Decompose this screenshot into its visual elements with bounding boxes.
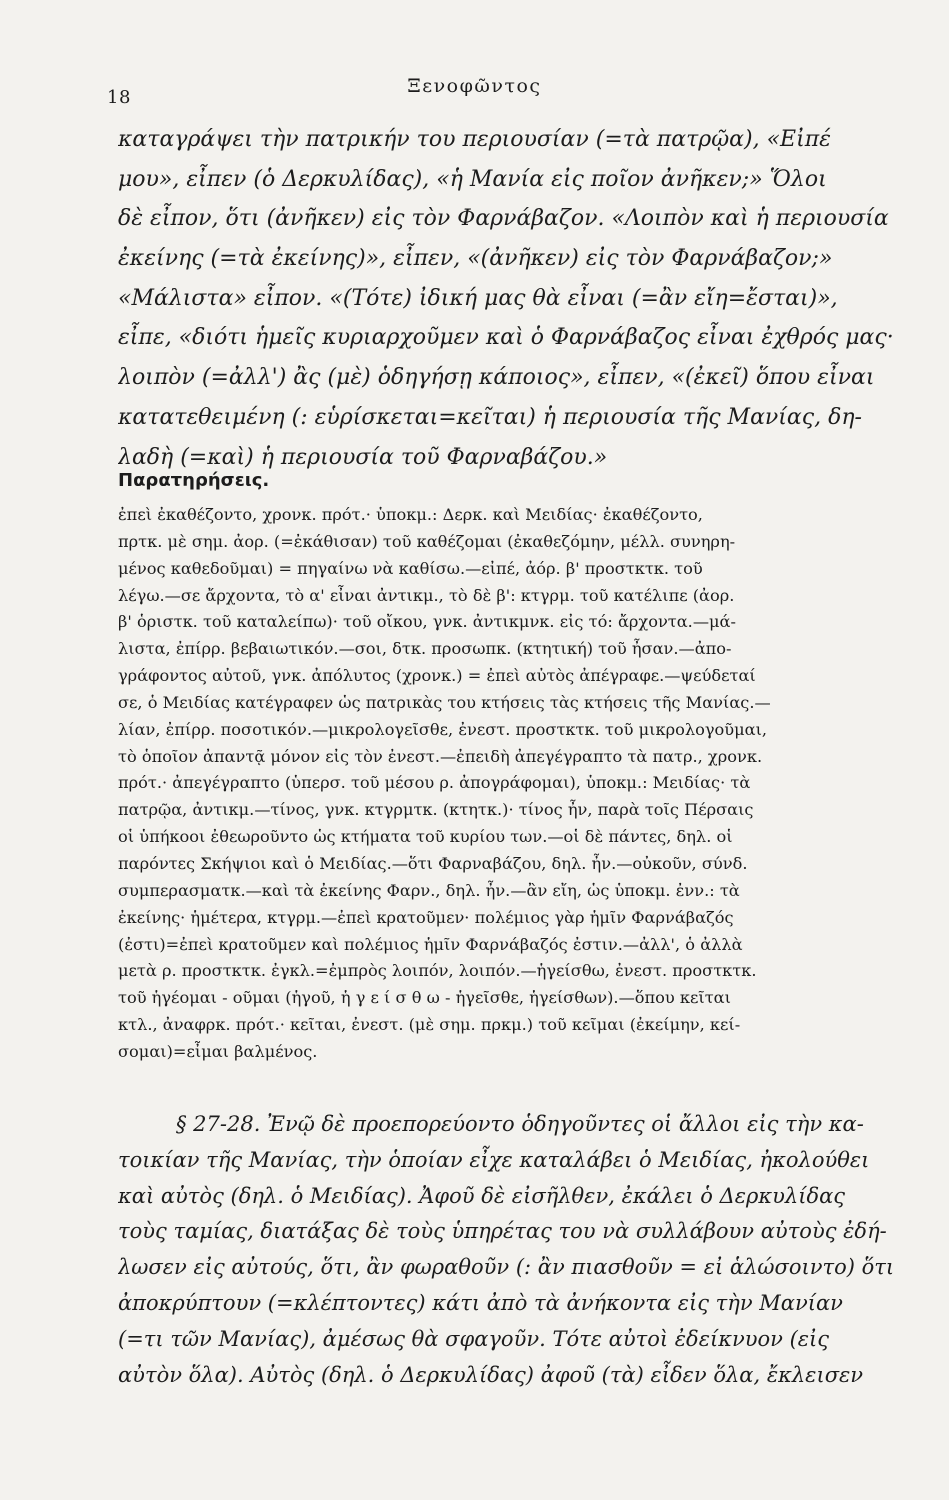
running-head: Ξενοφῶντος (407, 75, 542, 97)
main-line: λαδὴ (=καὶ) ἡ περιουσία τοῦ Φαρναβάζου.» (118, 444, 608, 470)
section-line: § 27-28. Ἐνῷ δὲ προεπορεύοντο ὁδηγοῦντες οἱ ἄλλοι εἰς τὴν κα- (176, 1112, 864, 1136)
note-line: πατρῷα, ἀντικμ.—τίνος, γνκ. κτγρμτκ. (κτητκ.)· τίνος ἦν, παρὰ τοῖς Πέρσαις (118, 800, 754, 820)
section-line: τοὺς ταμίας, διατάξας δὲ τοὺς ὑπηρέτας του νὰ συλλάβουν αὐτοὺς ἐδή- (118, 1219, 887, 1244)
note-line: ἐπεὶ ἐκαθέζοντο, χρονκ. πρότ.· ὑποκμ.: Δερκ. καὶ Μειδίας· ἐκαθέζοντο, (118, 505, 703, 524)
section-line: τοικίαν τῆς Μανίας, τὴν ὁποίαν εἶχε καταλάβει ὁ Μειδίας, ἠκολούθει (118, 1147, 870, 1172)
note-line: τὸ ὁποῖον ἀπαντᾷ μόνον εἰς τὸν ἐνεστ.—ἐπειδὴ ἀπεγέγραπτο τὰ πατρ., χρονκ. (118, 746, 763, 766)
note-line: σομαι)=εἶμαι βαλμένος. (118, 1041, 318, 1061)
main-line: κατατεθειμένη (: εὑρίσκεται=κεῖται) ἡ περιουσία τῆς Μανίας, δη- (118, 404, 862, 430)
note-line: ἐκείνης· ἡμέτερα, κτγρμ.—ἐπεὶ κρατοῦμεν· πολέμιος γὰρ ἡμῖν Φαρνάβαζός (118, 907, 734, 927)
main-line: εἶπε, «διότι ἡμεῖς κυριαρχοῦμεν καὶ ὁ Φαρνάβαζος εἶναι ἐχθρός μας· (118, 325, 894, 351)
note-line: μετὰ ρ. προστκτκ. ἐγκλ.=ἐμπρὸς λοιπόν, λοιπόν.—ἡγείσθω, ἐνεστ. προστκτκ. (118, 961, 757, 981)
section-line: καὶ αὐτὸς (δηλ. ὁ Μειδίας). Ἀφοῦ δὲ εἰσῆλθεν, ἐκάλει ὁ Δερκυλίδας (118, 1183, 846, 1208)
note-line: παρόντες Σκήψιοι καὶ ὁ Μειδίας.—ὅτι Φαρναβάζου, δηλ. ἦν.—οὐκοῦν, σύνδ. (118, 853, 748, 873)
section-27-28 (118, 1107, 908, 1393)
note-line: πρτκ. μὲ σημ. ἀορ. (=ἐκάθισαν) τοῦ καθέζομαι (ἐκαθεζόμην, μέλλ. συνηρη- (118, 531, 736, 551)
main-line: ἐκείνης (=τὰ ἐκείνης)», εἶπεν, «(ἀνῆκεν) εἰς τὸν Φαρνάβαζον;» (118, 246, 833, 272)
section-line: (=τι τῶν Μανίας), ἀμέσως θὰ σφαγοῦν. Τότε αὐτοὶ ἐδείκνυον (εἰς (118, 1326, 830, 1351)
note-line: β' ὁριστκ. τοῦ καταλείπω)· τοῦ οἴκου, γνκ. ἀντικμνκ. εἰς τό: ἄρχοντα.—μά- (118, 612, 736, 632)
section-line: ἀποκρύπτουν (=κλέπτοντες) κάτι ἀπὸ τὰ ἀνήκοντα εἰς τὴν Μανίαν (118, 1290, 843, 1315)
note-line: μένος καθεδοῦμαι) = πηγαίνω νὰ καθίσω.—εἰπέ, ἀόρ. β' προστκτκ. τοῦ (118, 558, 703, 578)
note-line: λέγω.—σε ἄρχοντα, τὸ α' εἶναι ἀντικμ., τὸ δὲ β': κτγρμ. τοῦ κατέλιπε (ἀορ. (118, 585, 735, 605)
section-line: αὐτὸν ὅλα). Αὐτὸς (δηλ. ὁ Δερκυλίδας) ἀφοῦ (τὰ) εἶδεν ὅλα, ἔκλεισεν (118, 1362, 864, 1387)
main-translation (118, 120, 908, 477)
main-line: καταγράψει τὴν πατρικήν του περιουσίαν (=τὰ πατρῷα), «Εἰπέ (118, 127, 831, 152)
notes-heading: Παρατηρήσεις. (118, 470, 270, 491)
page-number: 18 (107, 87, 131, 108)
note-line: οἱ ὑπήκοοι ἐθεωροῦντο ὡς κτήματα τοῦ κυρίου των.—οἱ δὲ πάντες, δηλ. οἱ (118, 827, 733, 847)
note-line: σε, ὁ Μειδίας κατέγραφεν ὡς πατρικὰς του κτήσεις τὰς κτήσεις τῆς Μανίας.— (118, 692, 771, 712)
main-line: λοιπὸν (=ἀλλ') ἂς (μὲ) ὁδηγήσῃ κάποιος», εἶπεν, «(ἐκεῖ) ὅπου εἶναι (118, 365, 875, 391)
section-line: λωσεν εἰς αὐτούς, ὅτι, ἂν φωραθοῦν (: ἂν πιασθοῦν = εἰ ἁλώσοιντο) ὅτι (118, 1255, 895, 1280)
note-line: συμπερασματκ.—καὶ τὰ ἐκείνης Φαρν., δηλ. ἦν.—ἂν εἴη, ὡς ὑποκμ. ἐνν.: τὰ (118, 880, 740, 900)
note-line: λιστα, ἐπίρρ. βεβαιωτικόν.—σοι, δτκ. προσωπκ. (κτητική) τοῦ ἦσαν.—ἀπο- (118, 639, 732, 659)
main-line: μου», εἶπεν (ὁ Δερκυλίδας), «ἡ Μανία εἰς ποῖον ἀνῆκεν;» Ὅλοι (118, 166, 827, 192)
main-line: δὲ εἶπον, ὅτι (ἀνῆκεν) εἰς τὸν Φαρνάβαζον. «Λοιπὸν καὶ ἡ περιουσία (118, 206, 889, 232)
main-line: «Μάλιστα» εἶπον. «(Τότε) ἰδική μας θὰ εἶναι (=ἂν εἴη=ἔσται)», (118, 285, 838, 311)
note-line: λίαν, ἐπίρρ. ποσοτικόν.—μικρολογεῖσθε, ἐνεστ. προστκτκ. τοῦ μικρολογοῦμαι, (118, 719, 768, 739)
note-line: πρότ.· ἀπεγέγραπτο (ὑπερσ. τοῦ μέσου ρ. ἀπογράφομαι), ὑποκμ.: Μειδίας· τὰ (118, 773, 751, 793)
notes-block (118, 502, 908, 1066)
note-line: (ἐστι)=ἐπεὶ κρατοῦμεν καὶ πολέμιος ἡμῖν Φαρνάβαζός ἐστιν.—ἀλλ', ὁ ἀλλὰ (118, 934, 743, 954)
note-line: τοῦ ἡγέομαι - οῦμαι (ἡγοῦ, ἡ γ ε ί σ θ ω - ἡγεῖσθε, ἡγείσθων).—ὅπου κεῖται (118, 988, 731, 1008)
note-line: κτλ., ἀναφρκ. πρότ.· κεῖται, ἐνεστ. (μὲ σημ. πρκμ.) τοῦ κεῖμαι (ἐκείμην, κεί- (118, 1015, 741, 1035)
note-line: γράφοντος αὐτοῦ, γνκ. ἀπόλυτος (χρονκ.) = ἐπεὶ αὐτὸς ἀπέγραφε.—ψεύδεταί (118, 666, 756, 686)
